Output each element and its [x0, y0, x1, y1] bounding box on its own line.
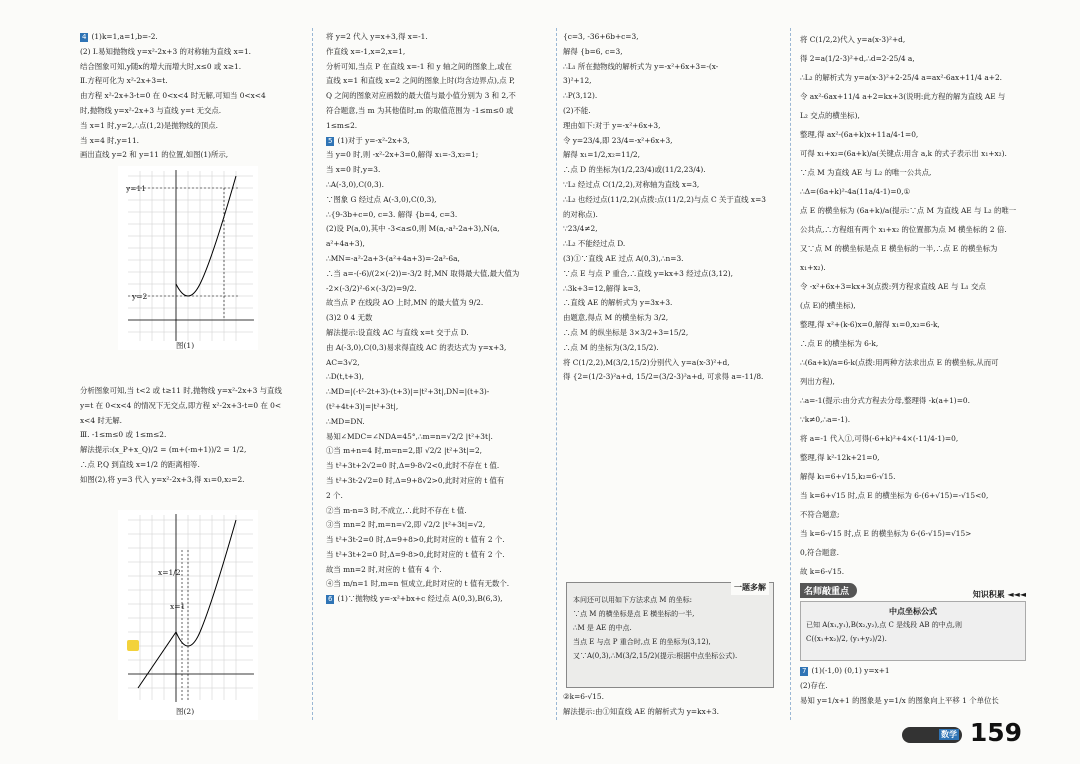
text-line: 7 (1)(-1,0) (0,1) y=x+1	[802, 666, 890, 675]
figure-label-top: y=11	[126, 184, 147, 193]
text-line: 的对称点).	[563, 209, 598, 219]
text-line: 时,抛物线 y=x²-2x+3 与直线 y=t 无交点.	[80, 105, 222, 115]
text-line: 由题意,得点 M 的横坐标为 3/2,	[563, 313, 669, 323]
text-line: ∴点 E 的横坐标为 6-k,	[800, 339, 879, 348]
text-line: 由 A(-3,0),C(0,3)易求得直线 AC 的表达式为 y=x+3,	[326, 342, 507, 352]
text-line: (3)①∵直线 AE 过点 A(0,3),∴n=3.	[563, 253, 684, 263]
text-line: 4 (1)k=1,a=1,b=-2.	[82, 32, 158, 41]
column-3	[563, 30, 778, 385]
text-line: 本问还可以用如下方法求点 M 的坐标:	[573, 596, 692, 604]
text-line: 已知 A(x₁,y₁),B(x₂,y₂),点 C 是线段 AB 的中点,则	[806, 621, 962, 629]
text-line: 直线 x=1 和直线 x=2 之间的图象上时(均含边界点),点 P,	[326, 76, 515, 86]
text-line: 令 y=23/4,即 23/4=-x²+6x+3,	[563, 135, 673, 145]
text-line: ②当 m-n=3 时,不成立,∴此时不存在 t 值.	[326, 505, 467, 515]
text-line: 2 个.	[326, 490, 343, 500]
text-line: ∴L₂ 不能经过点 D.	[563, 239, 626, 249]
question-7	[800, 664, 1026, 708]
text-line: ∴直线 AE 的解析式为 y=3x+3.	[563, 298, 673, 308]
text-line: ∵点 M 为直线 AE 与 L₂ 的唯一公共点,	[800, 168, 932, 177]
text-line: x<4 时无解.	[80, 415, 122, 425]
text-line: ∴Δ=(6a+k)²-4a(11a/4-1)=0,①	[800, 187, 911, 196]
text-line: 当 x=4 时,y=11.	[80, 135, 140, 145]
text-line: 解得 {b=6, c=3,	[563, 46, 623, 56]
text-line: 可得 x₁+x₂=(6a+k)/a(关键点:用含 a,k 的式子表示出 x₁+x₂).	[800, 149, 1007, 158]
text-line: 将 a=-1 代入①,可得(-6+k)²+4×(-11/4-1)=0,	[800, 434, 959, 443]
text-line: 5 (1)对于 y=-x²-2x+3,	[328, 135, 410, 145]
question-number: 5	[328, 136, 333, 145]
text-line: ∴点 D 的坐标为(1/2,23/4)或(11/2,23/4).	[563, 165, 706, 175]
text-line: 又∵点 M 的横坐标是点 E 横坐标的一半,∴点 E 的横坐标为	[800, 244, 998, 253]
knowledge-tag: 知识积累 ◄◄◄	[972, 590, 1026, 599]
text-line: ∴(6a+k)/a=6-k(点拨:用两种方法求出点 E 的横坐标,从而可	[800, 358, 999, 367]
question-number: 4	[82, 33, 87, 41]
text-line: 画出直线 y=2 和 y=11 的位置,如图(1)所示,	[80, 150, 229, 160]
text-line: 又∵A(0,3),∴M(3/2,15/2)(提示:根据中点坐标公式).	[573, 652, 738, 660]
text-line: C((x₁+x₂)/2, (y₁+y₂)/2).	[806, 635, 887, 643]
figure-label-bottom: y=2	[132, 292, 148, 301]
column-3-lower	[563, 690, 778, 720]
text-line: Ⅱ.方程可化为 x²-2x+3=t.	[80, 76, 168, 86]
text-line: 故当点 P 在线段 AO 上时,MN 的最大值为 9/2.	[326, 298, 484, 308]
text-line: ∴P(3,12).	[563, 91, 598, 101]
text-line: (3)2 0 4 无数	[326, 313, 373, 323]
text-line: 作直线 x=-1,x=2,x=1,	[326, 46, 406, 56]
figure-2	[118, 510, 258, 720]
text-line: 解得 k₁=6+√15,k₂=6-√15.	[800, 472, 896, 481]
text-line: ④当 m/n=1 时,m=n 恒成立,此时对应的 t 值有无数个.	[326, 579, 510, 589]
text-line: ∴a=-1(提示:由分式方程去分母,整理得 -k(a+1)=0.	[800, 396, 970, 405]
text-line: 将 y=2 代入 y=x+3,得 x=-1.	[326, 32, 428, 41]
text-line: 结合图象可知,y随x的增大而增大时,x≤0 或 x≥1.	[80, 61, 242, 71]
text-line: 6 (1)∵抛物线 y=-x²+bx+c 经过点 A(0,3),B(6,3),	[328, 594, 503, 604]
text-line: 将 C(1/2,2)代入 y=a(x-3)²+d,	[800, 35, 906, 44]
column-divider	[312, 28, 313, 720]
text-line: 分析可知,当点 P 在直线 x=-1 和 y 轴之间的图象上,或在	[326, 61, 512, 71]
text-line: ∴点 M 的纵坐标是 3×3/2+3=15/2,	[563, 327, 689, 337]
text-line: ∵L₂ 经过点 C(1/2,2),对称轴为直线 x=3,	[563, 179, 700, 189]
text-line: a²+4a+3),	[326, 239, 365, 249]
column-1	[80, 30, 298, 163]
text-line: (2)不能.	[563, 105, 591, 115]
text-line: 当 x=1 时,y=2,∴点(1,2)是抛物线的顶点.	[80, 120, 219, 130]
text-line: ∴L₁ 所在抛物线的解析式为 y=-x²+6x+3=-(x-	[563, 61, 719, 71]
text-line: 符合题意,当 m 为其他值时,m 的取值范围为 -1≤m≤0 或	[326, 105, 514, 115]
column-4	[800, 30, 1026, 581]
text-line: ∴L₂ 的解析式为 y=a(x-3)²+2-25/4 a=ax²-6ax+11/4 a+2.	[800, 73, 1003, 82]
text-line: x₁+x₂).	[800, 263, 826, 272]
text-line: ∴当 a=-(-6)/(2×(-2))=-3/2 时,MN 取得最大值,最大值为	[326, 268, 520, 278]
text-line: 得 {2=(1/2-3)²a+d, 15/2=(3/2-3)²a+d, 可求得 a=-11/8.	[563, 372, 764, 382]
figure-label-b: x=1	[170, 602, 186, 611]
text-line: 列出方程),	[800, 377, 835, 386]
column-1-lower	[80, 384, 298, 488]
text-line: {c=3, -36+6b+c=3,	[563, 32, 639, 41]
text-line: 如图(2),将 y=3 代入 y=x²-2x+3,得 x₁=0,x₂=2.	[80, 474, 245, 484]
page-number: 159	[969, 718, 1022, 747]
text-line: (2)存在.	[800, 680, 828, 690]
text-line: 0,符合题意.	[800, 548, 839, 557]
text-line: ∵点 E 与点 P 重合,∴直线 y=kx+3 经过点(3,12),	[563, 268, 733, 278]
text-line: 当 y=0 时,则 -x²-2x+3=0,解得 x₁=-3,x₂=1;	[326, 150, 479, 160]
text-line: 易知 y=1/x+1 的图象是 y=1/x 的图象向上平移 1 个单位长	[800, 695, 999, 705]
text-line: 当 x=0 时,y=3.	[326, 165, 381, 175]
column-divider	[556, 28, 557, 720]
brand-label: 数学	[941, 730, 957, 739]
multi-solution-header: 一题多解	[731, 581, 769, 595]
text-line: 3)²+12,	[563, 76, 592, 86]
text-line: 解法提示:(x_P+x_Q)/2 = (m+(-m+1))/2 = 1/2,	[80, 445, 247, 455]
text-line: 不符合题意;	[800, 510, 840, 519]
text-line: 令 ax²-6ax+11/4 a+2=kx+3(说明:此方程的解为直线 AE 与	[800, 92, 1006, 101]
text-line: 解法提示:设直线 AC 与直线 x=t 交于点 D.	[326, 327, 469, 337]
text-line: ∵图象 G 经过点 A(-3,0),C(0,3),	[326, 194, 437, 204]
question-number: 6	[328, 595, 333, 604]
text-line: ∴点 M 的坐标为(3/2,15/2).	[563, 342, 659, 352]
text-line: 当 k=6-√15 时,点 E 的横坐标为 6-(6-√15)=√15>	[800, 529, 972, 538]
text-line: 得 2=a(1/2-3)²+d,∴d=2-25/4 a,	[800, 54, 915, 63]
text-line: 易知∠MDC=∠NDA=45°,∴m=n=√2/2 |t²+3t|.	[326, 431, 493, 441]
text-line: 当点 E 与点 P 重合时,点 E 的坐标为(3,12),	[573, 638, 711, 646]
figure-caption: 图(2)	[176, 707, 195, 716]
text-line: AC=3√2,	[326, 357, 360, 367]
text-line: ∴A(-3,0),C(0,3).	[326, 179, 384, 189]
text-line: ∵23/4≠2,	[563, 224, 598, 234]
text-line: ∴MD=DN.	[326, 416, 365, 426]
text-line: ∴点 P,Q 到直线 x=1/2 的距离相等.	[80, 459, 200, 469]
text-line: ③当 mn=2 时,m=n=√2,即 √2/2 |t²+3t|=√2,	[326, 520, 486, 530]
text-line: ∵k≠0,∴a=-1).	[800, 415, 851, 424]
text-line: ∴MN=-a²-2a+3-(a²+4a+3)=-2a²-6a,	[326, 253, 460, 263]
text-line: L₂ 交点的横坐标),	[800, 111, 860, 120]
multi-solution-box	[566, 582, 774, 688]
text-line: (2) Ⅰ.易知抛物线 y=x²-2x+3 的对称轴为直线 x=1.	[80, 46, 251, 56]
text-line: 公共点,∴方程组有两个 x₁+x₂ 的位置都为点 M 横坐标的 2 倍.	[800, 225, 1007, 234]
text-line: 当 k=6+√15 时,点 E 的横坐标为 6-(6+√15)=-√15<0,	[800, 491, 989, 500]
text-line: 解法提示:由①知直线 AE 的解析式为 y=kx+3.	[563, 706, 719, 716]
knowledge-box	[800, 583, 1026, 661]
knowledge-panel	[800, 601, 1026, 661]
text-line: 故当 mn=2 时,对应的 t 值有 4 个.	[326, 564, 442, 574]
text-line: 由方程 x²-2x+3-t=0 在 0<x<4 时无解,可知当 0<x<4	[80, 91, 266, 101]
question-number: 7	[802, 667, 807, 675]
text-line: 整理,得 k²-12k+21=0,	[800, 453, 880, 462]
text-line: -2×(-3/2)²-6×(-3/2)=9/2.	[326, 283, 417, 293]
text-line: Q 之间的图象对应函数的最大值与最小值分别为 3 和 2,不	[326, 91, 516, 101]
text-line: ∵点 M 的横坐标是点 E 横坐标的一半,	[573, 610, 695, 618]
text-line: 故 k=6-√15.	[800, 567, 845, 576]
brand-logo	[902, 727, 962, 743]
text-line: 当 t²+3t+2=0 时,Δ=9-8>0,此时对应的 t 值有 2 个.	[326, 549, 505, 559]
text-line: 1≤m≤2.	[326, 120, 358, 130]
text-line: ∴{9-3b+c=0, c=3. 解得 {b=4, c=3.	[326, 209, 458, 219]
text-line: ∴L₂ 也经过点(11/2,2)(点拨:点(11/2,2)与点 C 关于直线 x=3	[563, 194, 766, 204]
text-line: 分析图象可知,当 t<2 或 t≥11 时,抛物线 y=x²-2x+3 与直线	[80, 386, 282, 395]
text-line: (2)设 P(a,0),其中 -3<a≤0,则 M(a,-a²-2a+3),N(a,	[326, 224, 500, 234]
figure-caption: 图(1)	[176, 341, 195, 350]
text-line: ∴MD=|(-t²-2t+3)-(t+3)|=|t²+3t|,DN=|(t+3)-	[326, 387, 490, 397]
text-line: ②k=6-√15.	[563, 692, 604, 701]
text-line: 解得 x₁=1/2,x₂=11/2,	[563, 150, 640, 160]
text-line: Ⅲ. -1≤m≤0 或 1≤m≤2.	[80, 430, 167, 440]
text-line: 当 t²+3t+2√2=0 时,Δ=9-8√2<0,此时不存在 t 值.	[326, 461, 500, 471]
text-line: 整理,得 ax²-(6a+k)x+11a/4-1=0,	[800, 130, 919, 139]
column-divider	[790, 28, 791, 720]
text-line: (t²+4t+3)|=|t²+3t|,	[326, 401, 399, 411]
text-line: ①当 m+n=4 时,m=n=2,即 √2/2 |t²+3t|=2,	[326, 446, 482, 456]
text-line: (点 E)的横坐标),	[800, 301, 856, 310]
text-line: 理由如下:对于 y=-x²+6x+3,	[563, 120, 661, 130]
knowledge-title: 名师敲重点	[800, 583, 857, 598]
text-line: ∴D(t,t+3),	[326, 372, 364, 382]
text-line: 整理,得 x²+(k-6)x=0,解得 x₁=0,x₂=6-k,	[800, 320, 940, 329]
text-line: 令 -x²+6x+3=kx+3(点拨:列方程求直线 AE 与 L₁ 交点	[800, 282, 986, 291]
note-icon[interactable]	[127, 640, 139, 651]
text-line: 当 t²+3t-2√2=0 时,Δ=9+8√2>0,此时对应的 t 值有	[326, 475, 505, 485]
text-line: 将 C(1/2,2),M(3/2,15/2)分别代入 y=a(x-3)²+d,	[563, 357, 730, 367]
knowledge-heading: 中点坐标公式	[889, 607, 937, 616]
text-line: y=t 在 0<x<4 的情况下无交点,即方程 x²-2x+3-t=0 在 0<	[80, 400, 282, 410]
figure-1	[118, 166, 258, 350]
column-2	[326, 30, 548, 607]
text-line: ∴3k+3=12,解得 k=3,	[563, 283, 641, 293]
figure-label-a: x=1/2	[158, 568, 181, 577]
text-line: 点 E 的横坐标为 (6a+k)/a(提示:∵点 M 为直线 AE 与 L₂ 的唯一	[800, 206, 1017, 215]
text-line: ∴M 是 AE 的中点.	[573, 624, 632, 632]
text-line: 当 t²+3t-2=0 时,Δ=9+8>0,此时对应的 t 值有 2 个.	[326, 535, 505, 545]
